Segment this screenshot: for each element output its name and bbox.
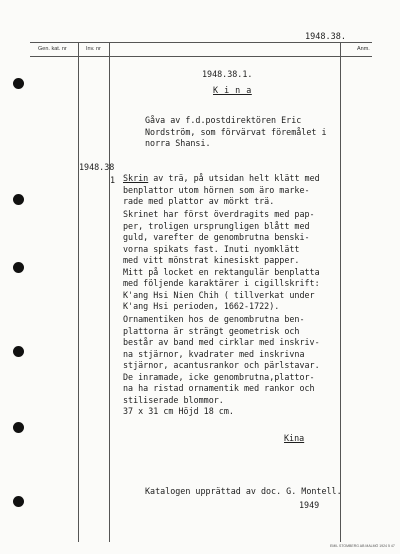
description-line-19: na ha ristad ornamentik med rankor och: [123, 383, 315, 393]
donation-line-3: norra Shansi.: [145, 138, 211, 148]
description-line-17: stjärnor, acantusrankor och pärlstavar.: [123, 360, 320, 370]
punch-hole-5: [13, 422, 24, 433]
description-line-3: rade med plattor av mörkt trä.: [123, 196, 275, 206]
country-title: K i n a: [213, 85, 252, 95]
description-line-11: K'ang Hsi Nien Chih ( tillverkat under: [123, 289, 315, 300]
description-line-2: benplattor utom hörnen som äro marke-: [123, 184, 310, 195]
country-footer: Kina: [284, 433, 305, 443]
description-line-15: består av band med cirklar med inskriv-: [123, 337, 320, 347]
punch-hole-4: [13, 346, 24, 357]
column-divider-1: [78, 42, 79, 542]
description-line-1: [123, 173, 320, 185]
header-bottom-rule: [30, 56, 372, 57]
description-line-13: Ornamentiken hos de genombrutna ben-: [123, 314, 305, 324]
object-name: Skrin: [123, 173, 149, 183]
col-inv: Inv. nr: [86, 46, 101, 52]
description-line-5: per, troligen ursprungligen blått med: [123, 220, 310, 231]
item-number: 1: [110, 175, 116, 185]
description-line-12: K'ang Hsi perioden, 1662-1722).: [123, 301, 280, 311]
punch-hole-2: [13, 194, 24, 205]
description-line-4: Skrinet har först överdragits med pap-: [123, 209, 315, 219]
entry-number: 1948.38.1.: [202, 69, 253, 79]
description-line-14: plattorna är strängt geometrisk och: [123, 325, 300, 336]
description-line-20: stiliserade blommor.: [123, 394, 224, 405]
description-line-16: na stjärnor, kvadrater med inskrivna: [123, 348, 305, 359]
catalog-number: 1948.38.: [305, 32, 346, 42]
column-divider-3: [340, 42, 341, 542]
catalogue-year: 1949: [299, 500, 320, 510]
column-divider-2: [109, 42, 110, 542]
description-line-10: med följende karaktärer i cigillskrift:: [123, 278, 320, 288]
description-line-18: De inramade, icke genombrutna,plattor-: [123, 371, 315, 382]
description-line-21: 37 x 31 cm Höjd 18 cm.: [123, 406, 234, 416]
print-mark: EMIL STOMBERG AB MALMÖ 1924 5 47: [330, 544, 395, 548]
description-line-8: med vitt mönstrat kinesiskt papper.: [123, 255, 300, 265]
description-line-7: vorna spikats fast. Inuti nyomklätt: [123, 243, 300, 254]
donation-line-1: Gåva av f.d.postdirektören Eric: [145, 115, 302, 125]
col-anm: Anm.: [357, 46, 370, 52]
donation-line-2: Nordström, som förvärvat föremålet i: [145, 126, 327, 137]
punch-hole-6: [13, 496, 24, 507]
description-first-rest: av trä, på utsidan helt klätt med: [148, 173, 320, 183]
description-line-9: Mitt på locket en rektangulär benplatta: [123, 266, 320, 277]
col-gen-kat: Gen. kat. nr: [38, 46, 67, 52]
punch-hole-3: [13, 262, 24, 273]
punch-hole-1: [13, 78, 24, 89]
inv-number: 1948.38: [79, 162, 115, 172]
description-line-6: guld, varefter de genombrutna benski-: [123, 232, 310, 242]
catalogue-note: Katalogen upprättad av doc. G. Montell.: [145, 486, 342, 496]
